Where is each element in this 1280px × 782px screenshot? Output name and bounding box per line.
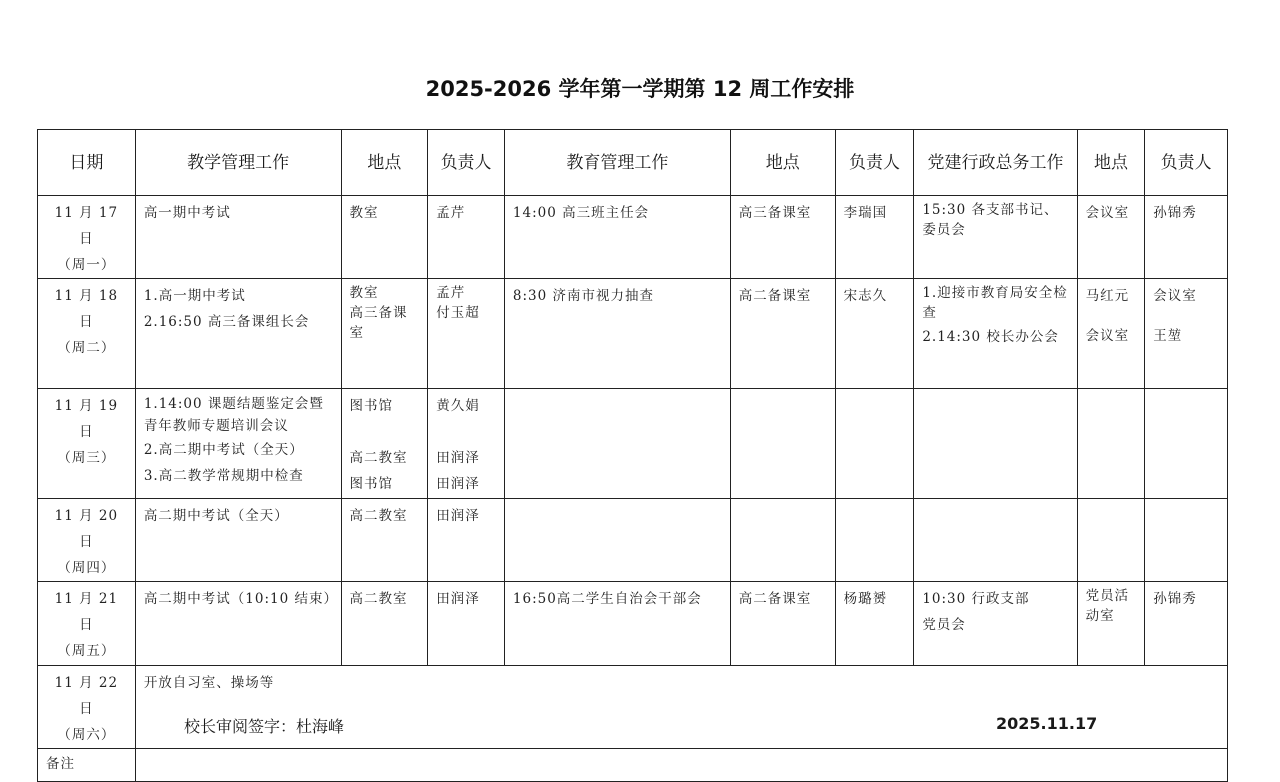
weekday-text: （周二） (57, 340, 116, 356)
person-text: 田润泽 (436, 591, 480, 607)
location-text: 会议室 (1085, 205, 1130, 221)
education-person-cell (835, 582, 914, 666)
teaching-location-cell (341, 582, 428, 666)
party-item: 10:30 行政支部 (922, 591, 1030, 607)
teaching-item: 1.高一期中考试 (143, 288, 246, 304)
teaching-location-cell (341, 389, 428, 499)
location-text: 高三备课室 (738, 205, 812, 221)
teaching-work-cell (135, 499, 341, 582)
header-teaching-work: 教学管理工作 (135, 130, 341, 196)
person-text: 孟芹 (436, 205, 466, 221)
teaching-item: 高二期中考试（10:10 结束） (143, 591, 339, 607)
teaching-person-cell (428, 196, 505, 279)
party-location-cell (1077, 196, 1145, 279)
party-location-cell (1077, 279, 1145, 389)
location-text: 图书馆 (349, 476, 394, 492)
date-cell (38, 666, 136, 749)
teaching-item: 开放自习室、操场等 (143, 675, 275, 691)
date-cell (38, 196, 136, 279)
person-text: 田润泽 (436, 476, 480, 492)
party-location-cell (1077, 499, 1145, 582)
teaching-person-cell (428, 279, 505, 389)
weekday-text: （周六） (57, 727, 116, 743)
education-person-cell (835, 196, 914, 279)
location-text: 高二教室 (349, 508, 408, 524)
education-person-cell (835, 499, 914, 582)
teaching-location-cell (341, 279, 428, 389)
header-education-work: 教育管理工作 (504, 130, 730, 196)
header-party-person: 负责人 (1145, 130, 1228, 196)
education-work-cell (504, 582, 730, 666)
remarks-row (38, 749, 1228, 782)
education-work-cell (504, 499, 730, 582)
party-work-cell (914, 582, 1077, 666)
header-row (38, 130, 1228, 196)
education-item: 14:00 高三班主任会 (512, 205, 650, 221)
person-text: 付玉超 (436, 305, 480, 321)
header-date: 日期 (38, 130, 136, 196)
date-text: 11 月 20 日 (54, 508, 119, 550)
header-teaching-person: 负责人 (428, 130, 505, 196)
date-text: 11 月 19 日 (54, 398, 119, 440)
remarks-label-text: 备注 (46, 756, 75, 772)
person-text: 会议室 (1153, 288, 1197, 304)
remarks-label (38, 749, 136, 782)
person-text: 孙锦秀 (1153, 205, 1197, 221)
party-work-cell (914, 196, 1077, 279)
party-work-cell (914, 499, 1077, 582)
education-person-cell (835, 389, 914, 499)
teaching-item: 高二期中考试（全天） (143, 508, 289, 524)
party-person-cell (1145, 499, 1228, 582)
date-text: 11 月 21 日 (54, 591, 119, 633)
party-location-cell (1077, 582, 1145, 666)
weekday-text: （周三） (57, 450, 116, 466)
person-text: 孙锦秀 (1153, 591, 1197, 607)
date-cell (38, 582, 136, 666)
education-item: 8:30 济南市视力抽查 (512, 288, 654, 304)
teaching-work-cell (135, 389, 341, 499)
party-item: 1.迎接市教育局安全检查 (922, 285, 1068, 321)
teaching-work-cell (135, 582, 341, 666)
person-text: 王堃 (1153, 328, 1183, 344)
table-row (38, 196, 1228, 279)
weekday-text: （周四） (57, 560, 116, 576)
location-text: 教室 (349, 205, 379, 221)
person-text: 李瑞国 (843, 205, 888, 221)
party-person-cell (1145, 196, 1228, 279)
party-work-cell (914, 389, 1077, 499)
teaching-item: 2.高二期中考试（全天） (143, 442, 304, 458)
education-location-cell (730, 582, 835, 666)
date-text: 11 月 18 日 (54, 288, 119, 330)
teaching-person-cell (428, 389, 505, 499)
education-location-cell (730, 279, 835, 389)
date-text: 11 月 22 日 (54, 675, 119, 717)
teaching-work-cell (135, 279, 341, 389)
person-text: 黄久娟 (436, 398, 480, 414)
weekday-text: （周五） (57, 643, 116, 659)
page-title: 2025-2026 学年第一学期第 12 周工作安排 (425, 77, 855, 101)
education-location-cell (730, 389, 835, 499)
education-work-cell (504, 196, 730, 279)
table-row (38, 499, 1228, 582)
party-item: 15:30 各支部书记、委员会 (922, 202, 1059, 238)
teaching-item: 2.16:50 高三备课组长会 (143, 314, 310, 330)
education-location-cell (730, 499, 835, 582)
party-person-cell (1145, 389, 1228, 499)
location-text: 高二教室 (349, 591, 408, 607)
teaching-work-cell (135, 196, 341, 279)
teaching-item: 3.高二教学常规期中检查 (143, 468, 304, 484)
person-text: 孟芹 (436, 285, 466, 301)
person-text: 田润泽 (436, 508, 480, 524)
party-person-cell (1145, 582, 1228, 666)
teaching-item: 高一期中考试 (143, 205, 231, 221)
header-party-location: 地点 (1077, 130, 1145, 196)
table-row (38, 582, 1228, 666)
location-text: 马红元 (1085, 288, 1130, 304)
location-text: 高二备课室 (738, 288, 812, 304)
location-text: 教室 (349, 285, 379, 301)
person-text: 杨璐赟 (843, 591, 888, 607)
header-education-location: 地点 (730, 130, 835, 196)
date-text: 11 月 17 日 (54, 205, 119, 247)
location-text: 高二教室 (349, 450, 408, 466)
education-person-cell (835, 279, 914, 389)
location-text: 党员活动室 (1085, 588, 1130, 624)
header-party-work: 党建行政总务工作 (914, 130, 1077, 196)
footer-date: 2025.11.17 (996, 714, 1098, 733)
party-item: 2.14:30 校长办公会 (922, 329, 1059, 345)
teaching-person-cell (428, 499, 505, 582)
education-item: 16:50高二学生自治会干部会 (512, 591, 702, 607)
date-cell (38, 389, 136, 499)
teaching-location-cell (341, 196, 428, 279)
header-education-person: 负责人 (835, 130, 914, 196)
location-text: 高二备课室 (738, 591, 812, 607)
location-text: 图书馆 (349, 398, 394, 414)
date-cell (38, 499, 136, 582)
remarks-content (135, 749, 1227, 782)
education-work-cell (504, 389, 730, 499)
party-person-cell (1145, 279, 1228, 389)
education-location-cell (730, 196, 835, 279)
party-location-cell (1077, 389, 1145, 499)
schedule-table (37, 129, 1228, 782)
teaching-item: 1.14:00 课题结题鉴定会暨青年教师专题培训会议 (143, 396, 324, 434)
teaching-person-cell (428, 582, 505, 666)
weekday-text: （周一） (57, 257, 116, 273)
person-text: 宋志久 (843, 288, 888, 304)
principal-signature: 校长审阅签字：杜海峰 (184, 717, 345, 736)
location-text: 会议室 (1085, 328, 1130, 344)
table-row (38, 279, 1228, 389)
header-teaching-location: 地点 (341, 130, 428, 196)
party-work-cell (914, 279, 1077, 389)
person-text: 田润泽 (436, 450, 480, 466)
date-cell (38, 279, 136, 389)
location-text: 高三备课室 (349, 305, 408, 341)
teaching-location-cell (341, 499, 428, 582)
table-row (38, 389, 1228, 499)
education-work-cell (504, 279, 730, 389)
party-item: 党员会 (922, 617, 966, 633)
